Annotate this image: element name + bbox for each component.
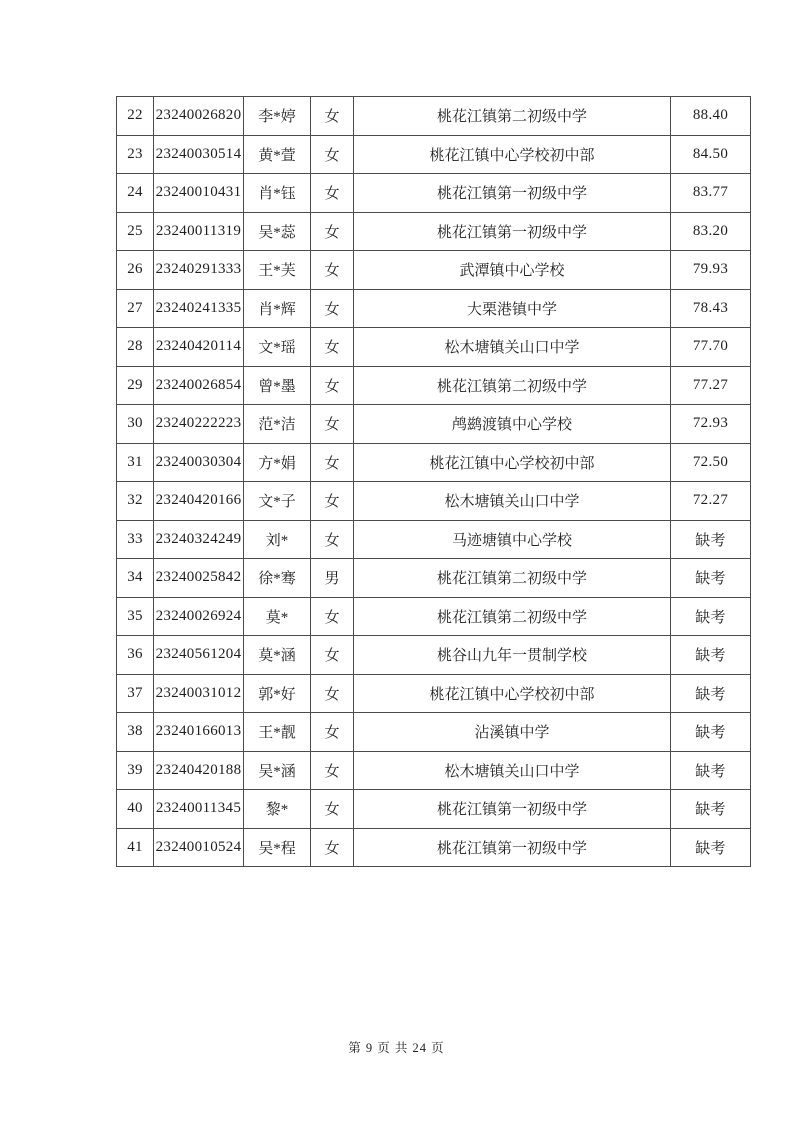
exam-id-cell: 23240291333	[154, 251, 244, 290]
candidate-name-cell: 莫*涵	[244, 636, 311, 675]
school-cell: 松木塘镇关山口中学	[354, 482, 671, 521]
exam-id-cell: 23240010431	[154, 174, 244, 213]
gender-cell: 男	[311, 559, 354, 598]
exam-id-cell: 23240324249	[154, 520, 244, 559]
candidate-name-cell: 刘*	[244, 520, 311, 559]
gender-cell: 女	[311, 405, 354, 444]
row-number-cell: 27	[117, 289, 154, 328]
exam-id-cell: 23240241335	[154, 289, 244, 328]
score-cell: 缺考	[671, 636, 751, 675]
row-number-cell: 25	[117, 212, 154, 251]
row-number-cell: 33	[117, 520, 154, 559]
exam-id-cell: 23240420166	[154, 482, 244, 521]
score-cell: 72.50	[671, 443, 751, 482]
school-cell: 大栗港镇中学	[354, 289, 671, 328]
candidate-name-cell: 王*芙	[244, 251, 311, 290]
candidate-name-cell: 徐*骞	[244, 559, 311, 598]
exam-id-cell: 23240030514	[154, 135, 244, 174]
school-cell: 马迹塘镇中心学校	[354, 520, 671, 559]
gender-cell: 女	[311, 597, 354, 636]
candidate-name-cell: 曾*墨	[244, 366, 311, 405]
exam-id-cell: 23240222223	[154, 405, 244, 444]
gender-cell: 女	[311, 328, 354, 367]
exam-id-cell: 23240026924	[154, 597, 244, 636]
candidate-name-cell: 吴*涵	[244, 751, 311, 790]
row-number-cell: 37	[117, 674, 154, 713]
school-cell: 松木塘镇关山口中学	[354, 751, 671, 790]
school-cell: 桃花江镇第一初级中学	[354, 828, 671, 867]
school-cell: 桃花江镇中心学校初中部	[354, 443, 671, 482]
score-cell: 缺考	[671, 828, 751, 867]
exam-id-cell: 23240011345	[154, 790, 244, 829]
table-row	[117, 366, 751, 405]
candidate-name-cell: 李*婷	[244, 97, 311, 136]
exam-id-cell: 23240010524	[154, 828, 244, 867]
exam-id-cell: 23240026820	[154, 97, 244, 136]
row-number-cell: 22	[117, 97, 154, 136]
table-row	[117, 135, 751, 174]
school-cell: 武潭镇中心学校	[354, 251, 671, 290]
table-row	[117, 328, 751, 367]
candidate-name-cell: 肖*钰	[244, 174, 311, 213]
gender-cell: 女	[311, 790, 354, 829]
candidate-name-cell: 方*娟	[244, 443, 311, 482]
table-row	[117, 559, 751, 598]
score-cell: 83.20	[671, 212, 751, 251]
exam-id-cell: 23240011319	[154, 212, 244, 251]
candidate-name-cell: 黎*	[244, 790, 311, 829]
school-cell: 桃花江镇第二初级中学	[354, 597, 671, 636]
gender-cell: 女	[311, 251, 354, 290]
candidate-name-cell: 文*瑶	[244, 328, 311, 367]
gender-cell: 女	[311, 366, 354, 405]
score-cell: 88.40	[671, 97, 751, 136]
row-number-cell: 41	[117, 828, 154, 867]
school-cell: 沾溪镇中学	[354, 713, 671, 752]
gender-cell: 女	[311, 97, 354, 136]
table-row	[117, 212, 751, 251]
score-cell: 72.27	[671, 482, 751, 521]
score-cell: 缺考	[671, 713, 751, 752]
gender-cell: 女	[311, 713, 354, 752]
row-number-cell: 32	[117, 482, 154, 521]
exam-id-cell: 23240561204	[154, 636, 244, 675]
table-row	[117, 636, 751, 675]
exam-id-cell: 23240026854	[154, 366, 244, 405]
table-row	[117, 597, 751, 636]
row-number-cell: 30	[117, 405, 154, 444]
school-cell: 桃花江镇中心学校初中部	[354, 135, 671, 174]
table-row	[117, 289, 751, 328]
candidate-name-cell: 肖*辉	[244, 289, 311, 328]
results-table-body	[117, 97, 751, 867]
table-row	[117, 251, 751, 290]
school-cell: 桃花江镇第二初级中学	[354, 366, 671, 405]
row-number-cell: 24	[117, 174, 154, 213]
exam-id-cell: 23240420114	[154, 328, 244, 367]
school-cell: 桃花江镇第二初级中学	[354, 559, 671, 598]
table-row	[117, 751, 751, 790]
score-cell: 84.50	[671, 135, 751, 174]
candidate-name-cell: 郭*好	[244, 674, 311, 713]
row-number-cell: 29	[117, 366, 154, 405]
candidate-name-cell: 黄*萱	[244, 135, 311, 174]
score-cell: 缺考	[671, 751, 751, 790]
gender-cell: 女	[311, 520, 354, 559]
score-cell: 77.70	[671, 328, 751, 367]
candidate-name-cell: 王*靓	[244, 713, 311, 752]
score-cell: 缺考	[671, 790, 751, 829]
school-cell: 桃花江镇第二初级中学	[354, 97, 671, 136]
table-row	[117, 443, 751, 482]
row-number-cell: 31	[117, 443, 154, 482]
table-row	[117, 174, 751, 213]
gender-cell: 女	[311, 135, 354, 174]
row-number-cell: 38	[117, 713, 154, 752]
page-indicator: 第 9 页 共 24 页	[348, 1041, 445, 1055]
table-row	[117, 828, 751, 867]
school-cell: 桃花江镇第一初级中学	[354, 790, 671, 829]
score-cell: 79.93	[671, 251, 751, 290]
table-row	[117, 97, 751, 136]
row-number-cell: 26	[117, 251, 154, 290]
table-row	[117, 520, 751, 559]
row-number-cell: 23	[117, 135, 154, 174]
score-cell: 83.77	[671, 174, 751, 213]
score-cell: 缺考	[671, 674, 751, 713]
score-cell: 缺考	[671, 520, 751, 559]
table-row	[117, 482, 751, 521]
candidate-name-cell: 文*子	[244, 482, 311, 521]
school-cell: 桃谷山九年一贯制学校	[354, 636, 671, 675]
school-cell: 鸬鹚渡镇中心学校	[354, 405, 671, 444]
score-cell: 78.43	[671, 289, 751, 328]
exam-id-cell: 23240031012	[154, 674, 244, 713]
exam-id-cell: 23240166013	[154, 713, 244, 752]
row-number-cell: 34	[117, 559, 154, 598]
row-number-cell: 40	[117, 790, 154, 829]
exam-id-cell: 23240420188	[154, 751, 244, 790]
gender-cell: 女	[311, 828, 354, 867]
candidate-name-cell: 吴*蕊	[244, 212, 311, 251]
gender-cell: 女	[311, 751, 354, 790]
row-number-cell: 36	[117, 636, 154, 675]
row-number-cell: 28	[117, 328, 154, 367]
results-table	[116, 96, 751, 867]
gender-cell: 女	[311, 174, 354, 213]
school-cell: 桃花江镇第一初级中学	[354, 174, 671, 213]
score-cell: 77.27	[671, 366, 751, 405]
gender-cell: 女	[311, 212, 354, 251]
score-cell: 72.93	[671, 405, 751, 444]
school-cell: 桃花江镇中心学校初中部	[354, 674, 671, 713]
gender-cell: 女	[311, 443, 354, 482]
table-row	[117, 405, 751, 444]
school-cell: 桃花江镇第一初级中学	[354, 212, 671, 251]
row-number-cell: 35	[117, 597, 154, 636]
gender-cell: 女	[311, 482, 354, 521]
gender-cell: 女	[311, 674, 354, 713]
school-cell: 松木塘镇关山口中学	[354, 328, 671, 367]
gender-cell: 女	[311, 636, 354, 675]
score-cell: 缺考	[671, 597, 751, 636]
gender-cell: 女	[311, 289, 354, 328]
table-row	[117, 674, 751, 713]
row-number-cell: 39	[117, 751, 154, 790]
exam-id-cell: 23240025842	[154, 559, 244, 598]
score-cell: 缺考	[671, 559, 751, 598]
candidate-name-cell: 范*洁	[244, 405, 311, 444]
table-row	[117, 790, 751, 829]
candidate-name-cell: 吴*程	[244, 828, 311, 867]
table-row	[117, 713, 751, 752]
candidate-name-cell: 莫*	[244, 597, 311, 636]
exam-id-cell: 23240030304	[154, 443, 244, 482]
